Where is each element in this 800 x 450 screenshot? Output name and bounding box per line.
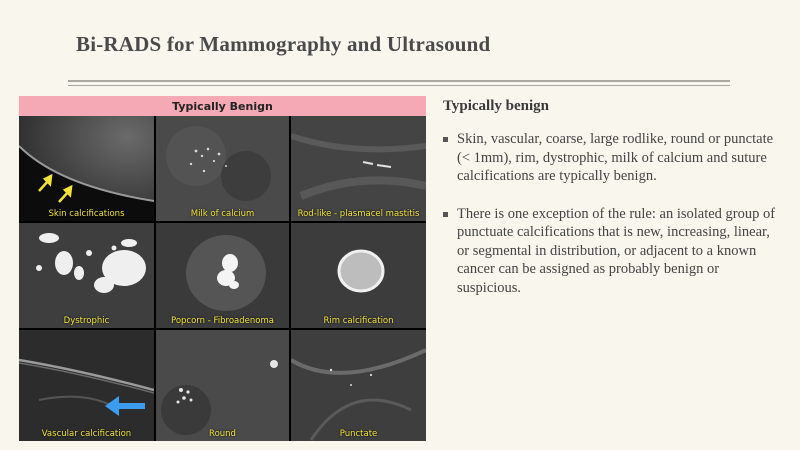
cell-label: Dystrophic (63, 316, 110, 326)
cell-vascular (19, 330, 154, 441)
skin-calcifications-image (19, 116, 154, 221)
milk-of-calcium-image (156, 116, 289, 221)
rod-like-image (291, 116, 426, 221)
cell-label: Punctate (339, 429, 378, 439)
bullet-marker-icon (443, 212, 448, 217)
cell-milk-of-calcium (156, 116, 289, 221)
dystrophic-image (19, 223, 154, 328)
cell-label: Vascular calcification (41, 429, 132, 439)
bullet-item (443, 205, 783, 298)
cell-punctate (291, 330, 426, 441)
title-divider-thin (68, 85, 730, 86)
cell-dystrophic (19, 223, 154, 328)
cell-round (156, 330, 289, 441)
punctate-image (291, 330, 426, 441)
rim-calcification-image (291, 223, 426, 328)
round-image (156, 330, 289, 441)
vascular-image (19, 330, 154, 441)
bullet-text: There is one exception of the rule: an isolated group of punctuate calcifications that is new, increasing, linear, or segmental in distribution, or adjacent to a known cancer can be assigned as probably benign or suspicious. (457, 205, 776, 296)
popcorn-image (156, 223, 289, 328)
cell-label: Skin calcifications (48, 209, 125, 219)
mammography-figure (19, 96, 426, 441)
cell-label: Round (209, 429, 236, 439)
title-divider (68, 80, 730, 82)
cell-popcorn (156, 223, 289, 328)
slide-title: Bi-RADS for Mammography and Ultrasound (76, 32, 491, 56)
bullet-marker-icon (443, 137, 448, 142)
bullet-list (443, 130, 783, 316)
bullet-item (443, 130, 783, 186)
cell-rod-like (291, 116, 426, 221)
cell-label: Rim calcification (323, 316, 394, 326)
cell-label: Popcorn - Fibroadenoma (171, 316, 274, 326)
panel-heading: Typically benign (443, 98, 549, 114)
cell-skin-calcifications (19, 116, 154, 221)
bullet-text: Skin, vascular, coarse, large rodlike, round or punctate (< 1mm), rim, dystrophic, milk of calcium and suture calcifications are typically benign. (457, 131, 774, 184)
cell-rim-calcification (291, 223, 426, 328)
figure-header: Typically Benign (19, 96, 426, 116)
cell-label: Milk of calcium (190, 209, 255, 219)
cell-label: Rod-like - plasmacel mastitis (297, 209, 420, 219)
